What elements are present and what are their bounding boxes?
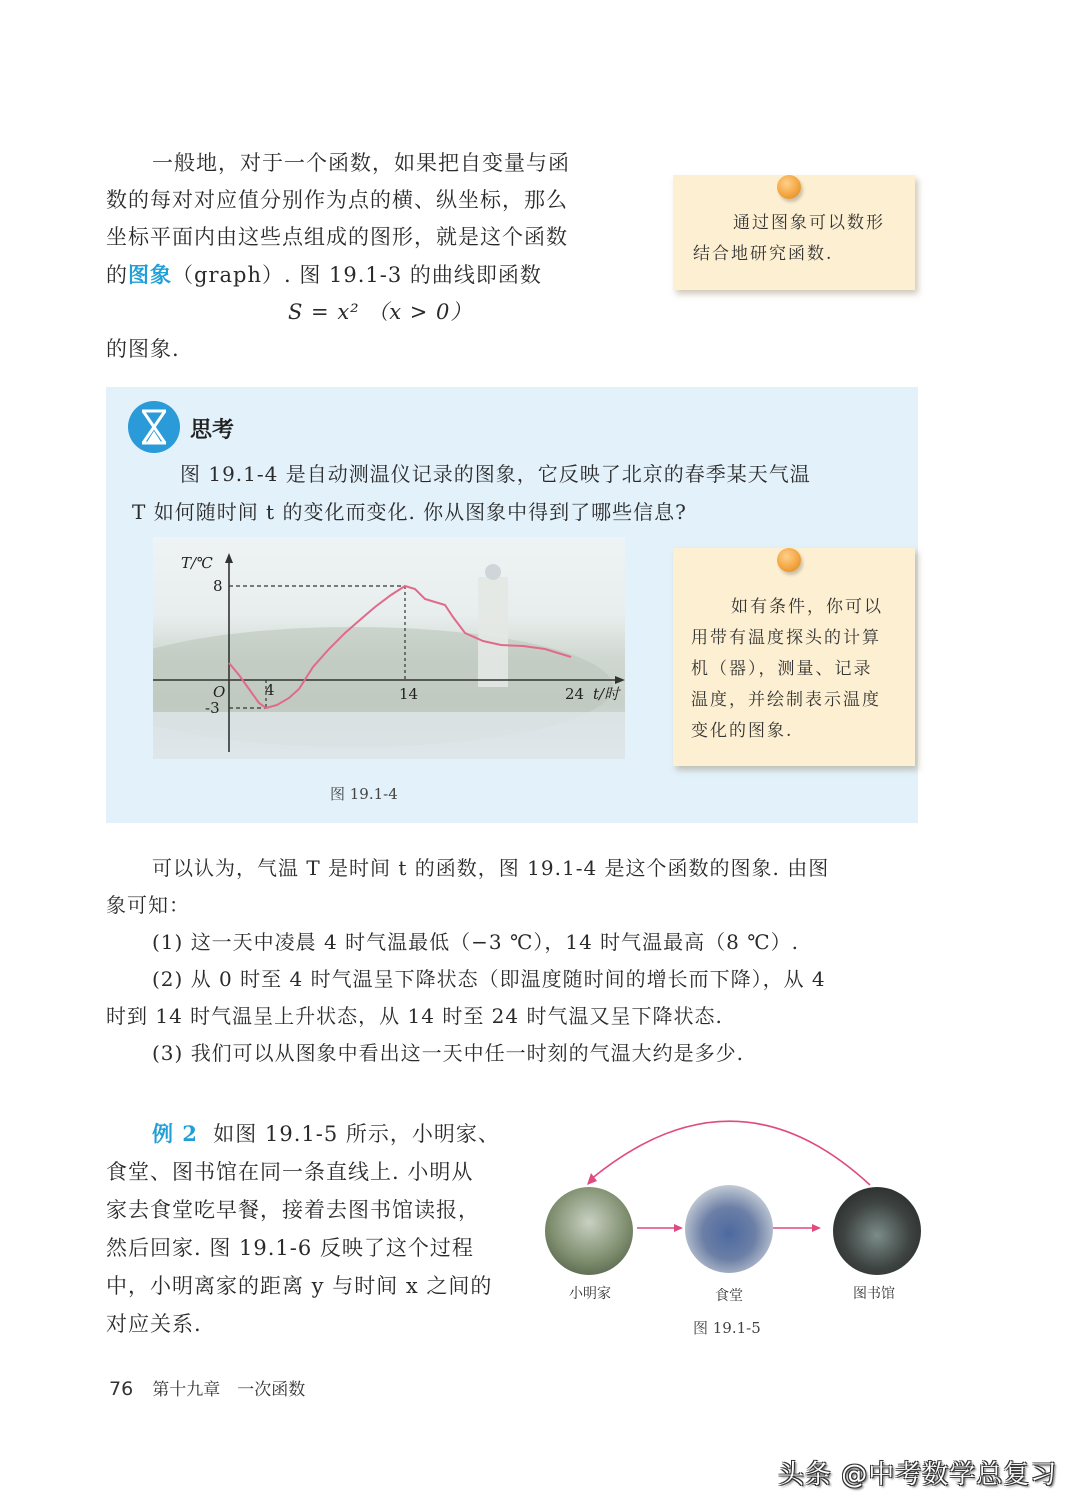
figure-caption-19-1-4: 图 19.1-4 <box>330 785 398 803</box>
intro-paragraph <box>106 145 636 368</box>
sticky-note-2: 如有条件，你可以 用带有温度探头的计算 机（器），测量、记录 温度，并绘制表示温度 变化的图象. <box>673 548 915 766</box>
x-tick-14: 14 <box>399 685 419 703</box>
y-tick-neg3: -3 <box>205 699 220 717</box>
finding-3: (3) 我们可以从图象中看出这一天中任一时刻的气温大约是多少. <box>152 1041 745 1065</box>
library-photo <box>833 1187 921 1275</box>
x-tick-4: 4 <box>265 681 275 699</box>
sticky-note-1: 通过图象可以数形 结合地研究函数. <box>673 175 915 290</box>
intro-line-3: 坐标平面内由这些点组成的图形，就是这个函数 <box>106 225 568 249</box>
think-line-1: 图 19.1-4 是自动测温仪记录的图象，它反映了北京的春季某天气温 <box>180 462 811 486</box>
origin-label: O <box>213 683 226 701</box>
chapter-title: 第十九章 一次函数 <box>152 1380 306 1400</box>
analysis-paragraph: 可以认为，气温 T 是时间 t 的函数，图 19.1-4 是这个函数的图象. 由图 象可知： (1) 这一天中凌晨 4 时气温最低（−3 ℃），14 时气温最高（8 ℃）. (2) 从 0 时至 4 时气温呈下降状态（即温度随时间的增长而下降），从 4 时到 14 时气温呈上升状态，从 14 时至 24 时气温又呈下降状态. (3) 我们可以从图象中看出这一天中任一时刻的气温大约是多少. <box>106 850 926 1072</box>
y-tick-8: 8 <box>213 577 223 595</box>
home-photo <box>545 1187 633 1275</box>
example-label: 例 2 <box>152 1121 198 1146</box>
chart-svg <box>153 537 625 759</box>
stop-canteen: 食堂 <box>715 1288 743 1304</box>
figure-caption-19-1-5: 图 19.1-5 <box>693 1319 761 1337</box>
pin-icon <box>777 548 801 572</box>
intro-line-1: 一般地，对于一个函数，如果把自变量与函 <box>152 151 570 175</box>
think-line-2: T 如何随时间 t 的变化而变化. 你从图象中得到了哪些信息? <box>132 500 687 524</box>
finding-1: (1) 这一天中凌晨 4 时气温最低（−3 ℃），14 时气温最高（8 ℃）. <box>152 930 799 954</box>
page-number: 76 <box>109 1378 134 1400</box>
page-footer <box>109 1375 305 1400</box>
hourglass-icon <box>128 401 180 453</box>
intro-line-5: 的图象. <box>106 337 180 361</box>
x-axis-label: t/时 <box>593 685 620 703</box>
intro-line-4: 的图象（graph）. 图 19.1-3 的曲线即函数 <box>106 262 542 287</box>
finding-2: (2) 从 0 时至 4 时气温呈下降状态（即温度随时间的增长而下降），从 4 <box>152 967 826 991</box>
y-axis-label: T/℃ <box>181 554 213 572</box>
pin-icon <box>777 175 801 199</box>
source-watermark: 头条 @中考数学总复习 <box>778 1460 1058 1490</box>
stop-home: 小明家 <box>569 1286 611 1302</box>
formula: S = x² （x > 0） <box>288 300 473 324</box>
temperature-chart <box>153 537 625 759</box>
term-graph: 图象 <box>128 262 172 287</box>
intro-line-2: 数的每对对应值分别作为点的横、纵坐标，那么 <box>106 188 568 212</box>
canteen-photo <box>685 1185 773 1273</box>
think-title: 思考 <box>190 418 235 443</box>
stop-library: 图书馆 <box>853 1286 895 1302</box>
figure-19-1-5 <box>535 1105 930 1350</box>
x-tick-24: 24 <box>565 685 585 703</box>
example-2: 例 2 如图 19.1-5 所示，小明家、 食堂、图书馆在同一条直线上. 小明从 家去食堂吃早餐，接着去图书馆读报， 然后回家. 图 19.1-6 反映了这个过程 中，小明离家的距离 y 与时间 x 之间的 对应关系. <box>106 1121 500 1336</box>
